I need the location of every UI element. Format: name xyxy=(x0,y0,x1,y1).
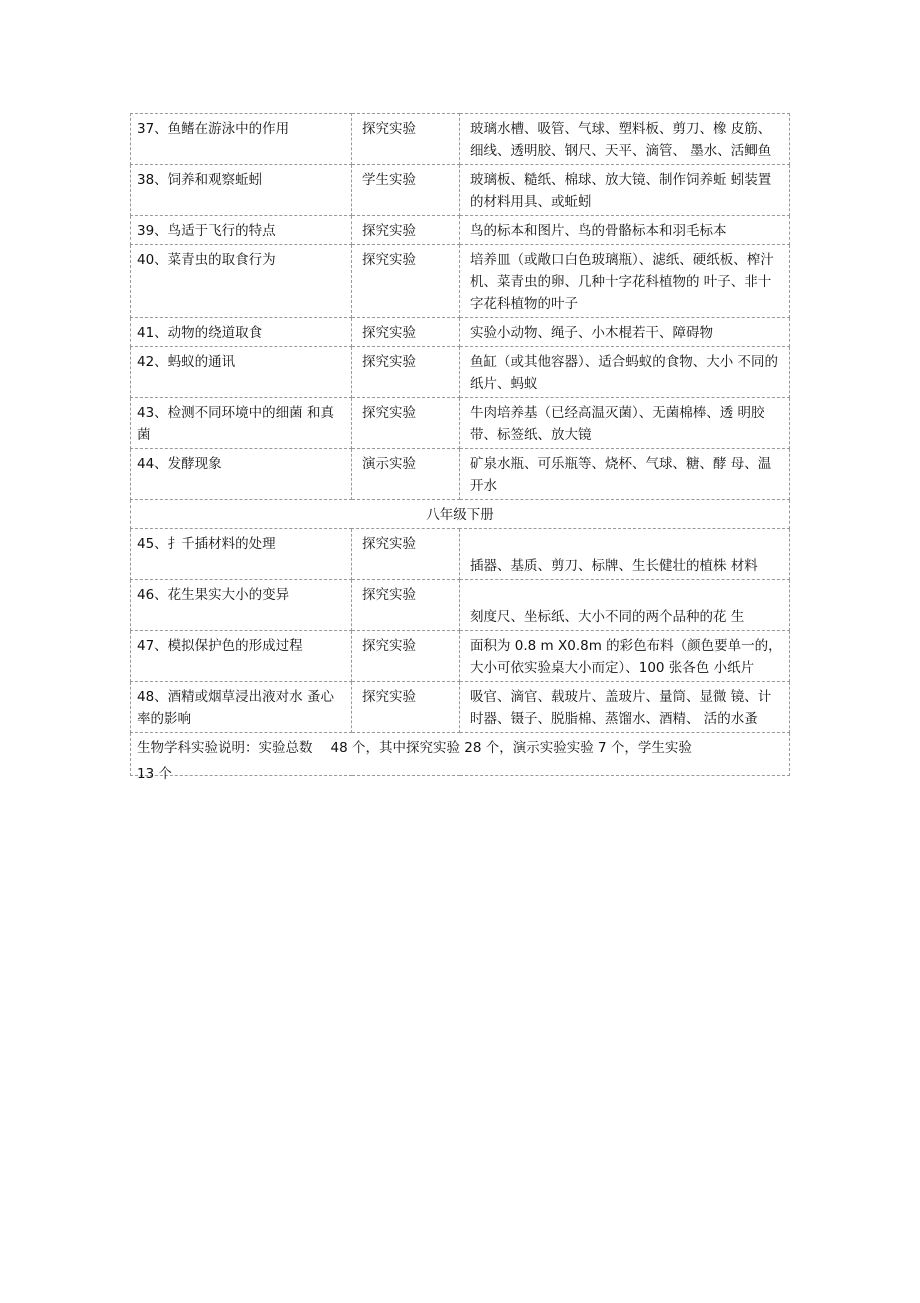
experiment-name: 42、蚂蚁的通讯 xyxy=(131,347,352,398)
experiment-name: 39、鸟适于飞行的特点 xyxy=(131,216,352,245)
experiment-type: 探究实验 xyxy=(352,398,460,449)
table-row xyxy=(131,165,790,216)
table-row xyxy=(131,631,790,682)
table-row xyxy=(131,529,790,580)
experiment-type: 探究实验 xyxy=(352,245,460,318)
experiment-type: 探究实验 xyxy=(352,216,460,245)
experiment-materials: 刻度尺、坐标纸、大小不同的两个品种的花 生 xyxy=(460,580,790,631)
experiment-table xyxy=(130,113,790,782)
experiment-name: 46、花生果实大小的变异 xyxy=(131,580,352,631)
table-row xyxy=(131,449,790,500)
experiment-materials: 牛肉培养基（已经高温灭菌）、无菌棉棒、透 明胶带、标签纸、放大镜 xyxy=(460,398,790,449)
experiment-materials: 鸟的标本和图片、鸟的骨骼标本和羽毛标本 xyxy=(460,216,790,245)
section-header-row xyxy=(131,500,790,529)
table-row xyxy=(131,245,790,318)
experiment-materials: 吸官、滴官、载玻片、盖玻片、量筒、显微 镜、计时器、镊子、脱脂棉、蒸馏水、酒精、 活的水蚤 xyxy=(460,682,790,733)
table-row xyxy=(131,682,790,733)
summary-part-1: 生物学科实验说明：实验总数 xyxy=(137,740,313,756)
experiment-name: 47、模拟保护色的形成过程 xyxy=(131,631,352,682)
experiment-materials: 面积为 0.8 m X0.8m 的彩色布料（颜色要单一的，大小可依实验桌大小而定）、100 张各色 小纸片 xyxy=(460,631,790,682)
summary-text xyxy=(137,735,783,782)
summary-part-3: 13 个 xyxy=(137,766,172,782)
experiment-name: 43、检测不同环境中的细菌 和真菌 xyxy=(131,398,352,449)
summary-cell xyxy=(131,733,790,782)
experiment-name: 38、饲养和观察蚯蚓 xyxy=(131,165,352,216)
experiment-type: 探究实验 xyxy=(352,580,460,631)
experiment-name: 48、酒精或烟草浸出液对水 蚤心率的影响 xyxy=(131,682,352,733)
experiment-type: 探究实验 xyxy=(352,318,460,347)
experiment-materials: 实验小动物、绳子、小木棍若干、障碍物 xyxy=(460,318,790,347)
experiment-type: 演示实验 xyxy=(352,449,460,500)
experiment-type: 探究实验 xyxy=(352,347,460,398)
summary-row xyxy=(131,733,790,776)
experiment-type: 学生实验 xyxy=(352,165,460,216)
experiment-name: 37、鱼鳍在游泳中的作用 xyxy=(131,114,352,165)
table-row xyxy=(131,580,790,631)
experiment-materials: 培养皿（或敞口白色玻璃瓶）、滤纸、硬纸板、榨汁机、菜青虫的卵、几种十字花科植物的 叶子、非十字花科植物的叶子 xyxy=(460,245,790,318)
experiment-materials: 玻璃水槽、吸管、气球、塑料板、剪刀、橡 皮筋、细线、透明胶、钢尺、天平、滴管、 墨水、活鲫鱼 xyxy=(460,114,790,165)
experiment-name: 41、动物的绕道取食 xyxy=(131,318,352,347)
section-title: 八年级下册 xyxy=(131,500,790,529)
experiment-materials: 玻璃板、糙纸、棉球、放大镜、制作饲养蚯 蚓装置的材料用具、或蚯蚓 xyxy=(460,165,790,216)
table-row xyxy=(131,114,790,165)
table-row xyxy=(131,216,790,245)
experiment-type: 探究实验 xyxy=(352,631,460,682)
experiment-type: 探究实验 xyxy=(352,114,460,165)
experiment-materials: 插器、基质、剪刀、标牌、生长健壮的植株 材料 xyxy=(460,529,790,580)
table-row xyxy=(131,347,790,398)
summary-part-2: 48 个，其中探究实验 28 个，演示实验实验 7 个，学生实验 xyxy=(330,740,692,756)
experiment-type: 探究实验 xyxy=(352,682,460,733)
experiment-materials: 矿泉水瓶、可乐瓶等、烧杯、气球、糖、酵 母、温开水 xyxy=(460,449,790,500)
experiment-name: 45、扌千插材料的处理 xyxy=(131,529,352,580)
experiment-type: 探究实验 xyxy=(352,529,460,580)
table-row xyxy=(131,398,790,449)
experiment-name: 44、发酵现象 xyxy=(131,449,352,500)
experiment-name: 40、菜青虫的取食行为 xyxy=(131,245,352,318)
table-row xyxy=(131,318,790,347)
experiment-materials: 鱼缸（或其他容器）、适合蚂蚁的食物、大小 不同的纸片、蚂蚁 xyxy=(460,347,790,398)
